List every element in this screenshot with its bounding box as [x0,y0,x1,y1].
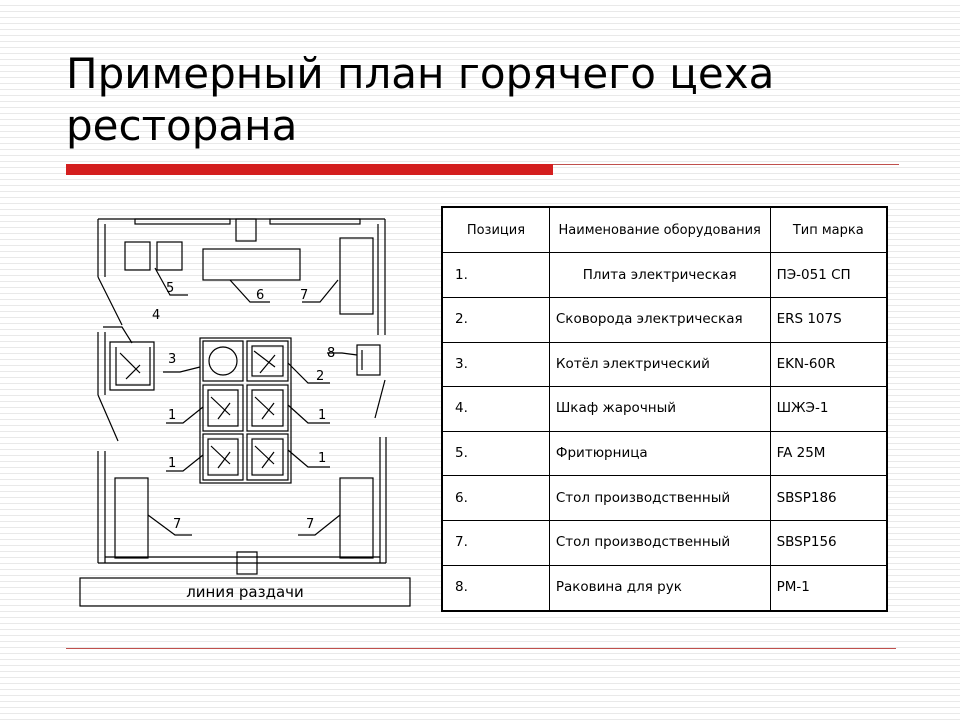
callout-5: 5 [166,281,175,296]
row-name: Раковина для рук [549,565,770,611]
callout-3: 3 [168,352,177,367]
row-type: ПЭ-051 СП [770,253,887,298]
row-type: SBSP156 [770,520,887,565]
table-row [442,431,887,476]
table-row [442,253,887,298]
row-name: Фритюрница [549,431,770,476]
row-name: Плита электрическая [549,253,770,298]
row-name: Стол производственный [549,476,770,521]
right-door [375,380,385,418]
header-name: Наименование оборудования [549,207,770,253]
header-type: Тип марка [770,207,887,253]
row-type: SBSP186 [770,476,887,521]
callout-7-bl: 7 [173,517,182,532]
production-table-6 [203,249,300,280]
right-wall-lower [380,437,386,563]
row-position: 8. [442,565,549,611]
callout-1c: 1 [168,456,177,471]
left-wall-middle [98,332,105,395]
callout-1b: 1 [318,408,327,423]
left-door-lower [98,395,118,441]
callout-8: 8 [327,346,336,361]
row-position: 2. [442,298,549,343]
table-row [442,476,887,521]
row-position: 1. [442,253,549,298]
callout-7-top: 7 [300,288,309,303]
row-position: 7. [442,520,549,565]
row-position: 3. [442,342,549,387]
row-name: Сковорода электрическая [549,298,770,343]
stove-2 [247,385,288,431]
hand-sink [357,345,380,375]
row-position: 6. [442,476,549,521]
row-type: ERS 107S [770,298,887,343]
row-name: Стол производственный [549,520,770,565]
serving-line-label: линия раздачи [186,583,304,601]
header-position: Позиция [442,207,549,253]
row-position: 4. [442,387,549,432]
equipment-table [441,206,888,612]
central-island [200,338,291,483]
table-row [442,342,887,387]
right-wall-upper [378,219,385,335]
production-table-7-bottom-right [340,478,373,558]
table-header-row [442,207,887,253]
row-type: FA 25M [770,431,887,476]
left-wall-upper [98,219,105,277]
fryer-right [157,242,182,270]
row-type: EKN-60R [770,342,887,387]
stove-4 [247,434,288,480]
title-accent-bar [66,164,553,175]
top-window-right [270,219,360,224]
fryer-left [125,242,150,270]
callout-1d: 1 [318,451,327,466]
row-position: 5. [442,431,549,476]
callout-4: 4 [152,308,161,323]
table-row [442,387,887,432]
left-door-upper [98,277,122,325]
left-wall-lower [98,451,105,563]
row-name: Котёл электрический [549,342,770,387]
row-type: РМ-1 [770,565,887,611]
top-column [236,219,256,241]
table-row [442,298,887,343]
table-row [442,520,887,565]
row-name: Шкаф жарочный [549,387,770,432]
footer-rule [66,648,896,649]
production-table-7-bottom-left [115,478,148,558]
callout-1a: 1 [168,408,177,423]
callout-6: 6 [256,288,265,303]
hot-shop-floor-plan [70,205,420,610]
slide-title: Примерный план горячего цеха ресторана [66,49,775,150]
production-table-7-top [340,238,373,314]
table-row [442,565,887,611]
callout-7-br: 7 [306,517,315,532]
row-type: ШЖЭ-1 [770,387,887,432]
callout-2: 2 [316,369,325,384]
top-window-left [135,219,230,224]
